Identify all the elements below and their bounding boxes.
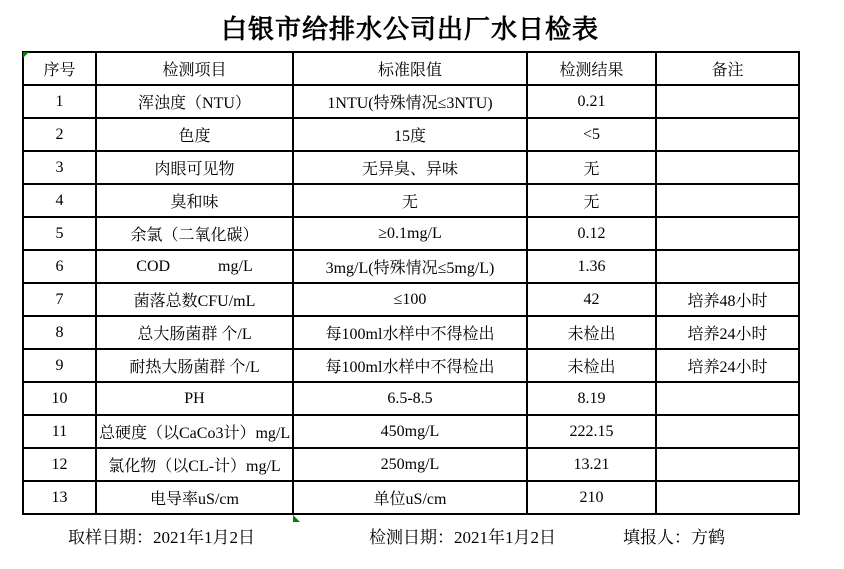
cell-result: <5 — [527, 118, 656, 151]
cell-no: 7 — [23, 283, 96, 316]
cell-item: COD mg/L — [96, 250, 293, 283]
table-row — [23, 118, 799, 151]
cell-limit: 15度 — [293, 118, 527, 151]
cell-remark: 培养24小时 — [656, 349, 799, 382]
cell-limit: 450mg/L — [293, 415, 527, 448]
header-cell-item: 检测项目 — [96, 52, 293, 85]
table-row — [23, 481, 799, 514]
cell-no: 9 — [23, 349, 96, 382]
cell-remark — [656, 250, 799, 283]
table-row — [23, 316, 799, 349]
sampling-date-label: 取样日期：2021年1月2日 — [68, 528, 255, 547]
cell-limit: 单位uS/cm — [293, 481, 527, 514]
page-title: 白银市给排水公司出厂水日检表 — [220, 14, 599, 44]
green-corner-marker-top-icon — [23, 52, 29, 58]
cell-limit: ≤100 — [293, 283, 527, 316]
cell-remark — [656, 481, 799, 514]
cell-result: 未检出 — [527, 316, 656, 349]
test-date-label: 检测日期：2021年1月2日 — [369, 528, 556, 547]
cell-item: 余氯（二氧化碳） — [96, 217, 293, 250]
table-row — [23, 151, 799, 184]
table-row — [23, 283, 799, 316]
cell-remark: 培养48小时 — [656, 283, 799, 316]
cell-limit: 无异臭、异味 — [293, 151, 527, 184]
cell-item: PH — [96, 382, 293, 415]
cell-remark — [656, 448, 799, 481]
table-row — [23, 217, 799, 250]
cell-no: 12 — [23, 448, 96, 481]
cell-item: 耐热大肠菌群 个/L — [96, 349, 293, 382]
cell-remark — [656, 151, 799, 184]
cell-result: 42 — [527, 283, 656, 316]
cell-remark — [656, 85, 799, 118]
table-row — [23, 250, 799, 283]
cell-result: 无 — [527, 184, 656, 217]
cell-remark: 培养24小时 — [656, 316, 799, 349]
cell-no: 10 — [23, 382, 96, 415]
cell-no: 11 — [23, 415, 96, 448]
table-row — [23, 415, 799, 448]
cell-item: 总大肠菌群 个/L — [96, 316, 293, 349]
cell-limit: 1NTU(特殊情况≤3NTU) — [293, 85, 527, 118]
cell-no: 1 — [23, 85, 96, 118]
footer — [0, 523, 844, 547]
cell-result: 无 — [527, 151, 656, 184]
cell-result: 222.15 — [527, 415, 656, 448]
table-row — [23, 184, 799, 217]
cell-item: 电导率uS/cm — [96, 481, 293, 514]
cell-limit: 无 — [293, 184, 527, 217]
cell-item: 菌落总数CFU/mL — [96, 283, 293, 316]
cell-no: 4 — [23, 184, 96, 217]
inspection-table-wrap — [22, 51, 800, 515]
cell-no: 8 — [23, 316, 96, 349]
table-body — [23, 85, 799, 514]
cell-limit: 每100ml水样中不得检出 — [293, 316, 527, 349]
cell-limit: 250mg/L — [293, 448, 527, 481]
cell-result: 0.21 — [527, 85, 656, 118]
green-corner-marker-bottom-icon — [293, 515, 300, 522]
cell-item: 氯化物（以CL-计）mg/L — [96, 448, 293, 481]
cell-item: 总硬度（以CaCo3计）mg/L — [96, 415, 293, 448]
cell-no: 13 — [23, 481, 96, 514]
cell-result: 13.21 — [527, 448, 656, 481]
cell-item: 臭和味 — [96, 184, 293, 217]
cell-item: 浑浊度（NTU） — [96, 85, 293, 118]
table-row — [23, 448, 799, 481]
header-cell-remark: 备注 — [656, 52, 799, 85]
cell-remark — [656, 217, 799, 250]
cell-limit: 6.5-8.5 — [293, 382, 527, 415]
table-row — [23, 85, 799, 118]
cell-no: 2 — [23, 118, 96, 151]
cell-remark — [656, 118, 799, 151]
cell-no: 3 — [23, 151, 96, 184]
cell-result: 0.12 — [527, 217, 656, 250]
header-row — [23, 52, 799, 85]
header-cell-no: 序号 — [23, 52, 96, 85]
cell-item: 肉眼可见物 — [96, 151, 293, 184]
header-cell-limit: 标准限值 — [293, 52, 527, 85]
table-header — [23, 52, 799, 85]
cell-result: 210 — [527, 481, 656, 514]
cell-limit: ≥0.1mg/L — [293, 217, 527, 250]
cell-result: 未检出 — [527, 349, 656, 382]
reporter-label: 填报人：方鹤 — [623, 528, 725, 547]
table-row — [23, 349, 799, 382]
table-row — [23, 382, 799, 415]
cell-result: 1.36 — [527, 250, 656, 283]
cell-no: 5 — [23, 217, 96, 250]
cell-item: 色度 — [96, 118, 293, 151]
header-cell-result: 检测结果 — [527, 52, 656, 85]
cell-remark — [656, 415, 799, 448]
cell-result: 8.19 — [527, 382, 656, 415]
cell-limit: 3mg/L(特殊情况≤5mg/L) — [293, 250, 527, 283]
cell-no: 6 — [23, 250, 96, 283]
inspection-table — [22, 51, 800, 515]
cell-remark — [656, 382, 799, 415]
cell-remark — [656, 184, 799, 217]
cell-limit: 每100ml水样中不得检出 — [293, 349, 527, 382]
